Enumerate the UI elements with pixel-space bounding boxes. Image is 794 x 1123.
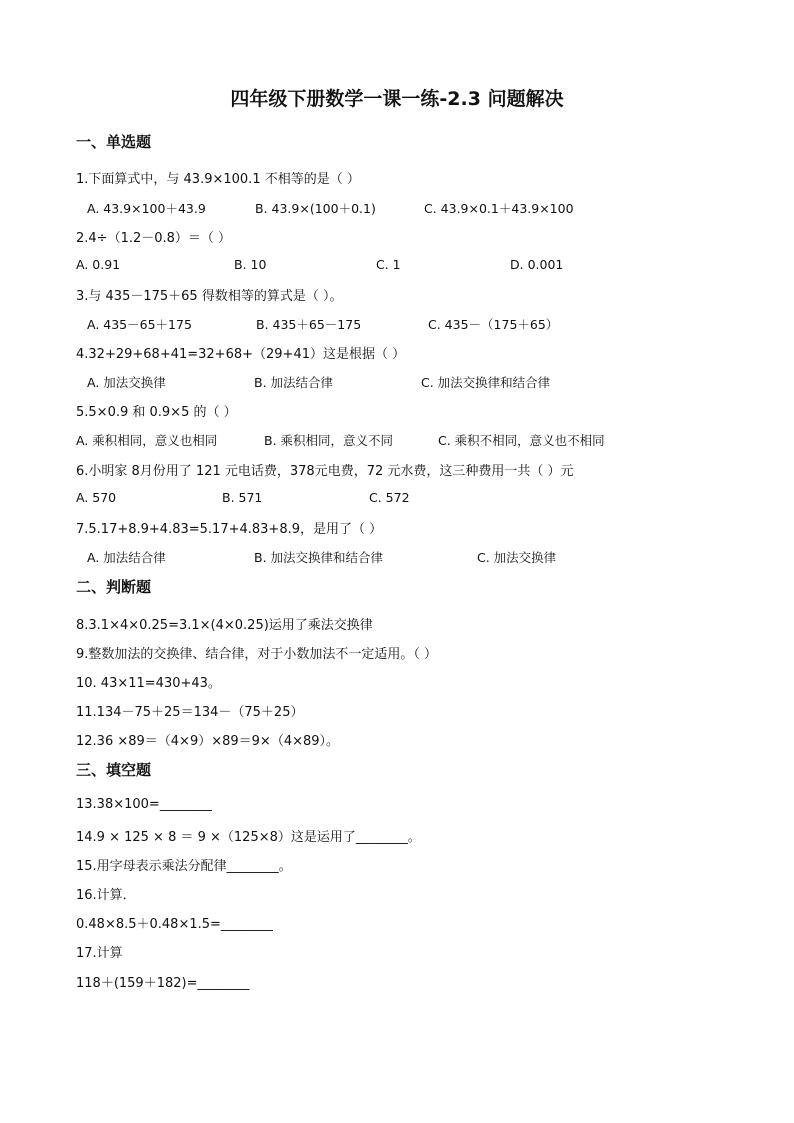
question-5-option-c: C. 乘积不相同，意义也不相同 [438,433,605,448]
question-14: 14.9 × 125 × 8 ＝ 9 ×（125×8）这是运用了________。 [76,830,421,845]
question-2-option-d: D. 0.001 [510,257,564,272]
question-12: 12.36 ×89＝（4×9）×89＝9×（4×89）。 [76,734,340,749]
question-17-expression: 118＋(159＋182)=________ [76,976,250,991]
question-5-option-b: B. 乘积相同，意义不同 [264,433,394,448]
question-17-stem: 17.计算 [76,946,123,961]
section-heading-single-choice: 一、单选题 [76,133,152,151]
question-15: 15.用字母表示乘法分配律________。 [76,859,292,874]
question-3-option-a: A. 435－65＋175 [87,317,192,332]
question-2-option-c: C. 1 [376,257,401,272]
question-5-stem: 5.5×0.9 和 0.9×5 的（ ） [76,405,237,420]
question-1-option-a: A. 43.9×100＋43.9 [87,201,206,216]
question-4-option-b: B. 加法结合律 [254,375,334,390]
question-1-option-c: C. 43.9×0.1＋43.9×100 [424,201,574,216]
question-6-stem: 6.小明家 8月份用了 121 元电话费，378元电费，72 元水费，这三种费用一共（ ）元 [76,464,574,479]
question-16-stem: 16.计算． [76,888,136,903]
question-6-option-a: A. 570 [76,490,117,505]
question-7-option-a: A. 加法结合律 [87,550,166,565]
question-7-option-b: B. 加法交换律和结合律 [254,550,384,565]
question-4-stem: 4.32+29+68+41=32+68+（29+41）这是根据（ ） [76,347,406,362]
question-2-option-a: A. 0.91 [76,257,121,272]
section-heading-true-false: 二、判断题 [76,578,152,596]
question-16-expression: 0.48×8.5＋0.48×1.5=________ [76,917,273,932]
question-3-option-b: B. 435＋65－175 [256,317,362,332]
question-3-stem: 3.与 435－175＋65 得数相等的算式是（ ）。 [76,289,343,304]
question-1-stem: 1.下面算式中，与 43.9×100.1 不相等的是（ ） [76,172,360,187]
question-6-option-c: C. 572 [369,490,410,505]
question-7-stem: 7.5.17+8.9+4.83=5.17+4.83+8.9，是用了（ ） [76,522,383,537]
question-4-option-a: A. 加法交换律 [87,375,166,390]
page-title: 四年级下册数学一课一练-2.3 问题解决 [230,88,564,110]
question-1-option-b: B. 43.9×(100＋0.1) [255,201,376,216]
question-8: 8.3.1×4×0.25=3.1×(4×0.25)运用了乘法交换律 [76,618,373,633]
question-2-stem: 2.4÷（1.2－0.8）＝（ ） [76,231,232,246]
question-10: 10. 43×11=430+43。 [76,676,221,691]
question-13: 13.38×100=________ [76,797,212,812]
question-9: 9.整数加法的交换律、结合律，对于小数加法不一定适用。（ ） [76,647,438,662]
question-3-option-c: C. 435－（175＋65） [428,317,559,332]
question-2-option-b: B. 10 [234,257,267,272]
section-heading-fill-blank: 三、填空题 [76,761,152,779]
question-5-option-a: A. 乘积相同，意义也相同 [76,433,218,448]
question-11: 11.134－75＋25＝134－（75＋25） [76,705,304,720]
question-7-option-c: C. 加法交换律 [477,550,557,565]
question-4-option-c: C. 加法交换律和结合律 [421,375,551,390]
question-6-option-b: B. 571 [222,490,263,505]
